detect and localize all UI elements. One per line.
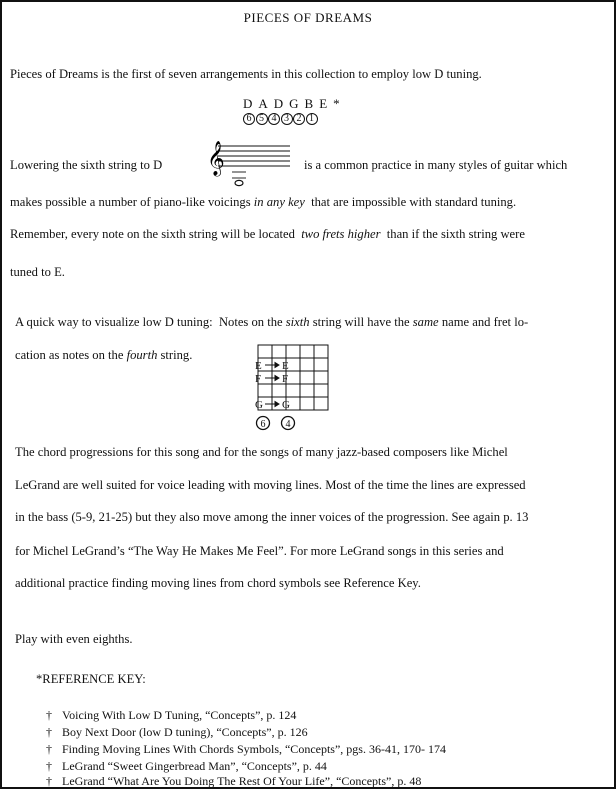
para3-line: for Michel LeGrand’s “The Way He Makes Me Feel”. For more LeGrand songs in this series and: [15, 544, 504, 558]
para1-line4: tuned to E.: [10, 265, 65, 279]
reference-heading: *REFERENCE KEY:: [36, 672, 146, 686]
dagger-icon: †: [46, 774, 52, 788]
diagram-string-number: 6: [260, 419, 266, 430]
fret-note: E: [255, 360, 262, 372]
dagger-icon: †: [46, 759, 52, 773]
treble-clef-icon: 𝄞: [207, 141, 225, 176]
page-title: PIECES OF DREAMS: [243, 10, 373, 25]
fretboard-diagram: [255, 343, 331, 433]
para2-line1: A quick way to visualize low D tuning: Notes on the sixth string will have the same name and fret lo-: [15, 315, 529, 329]
whole-note-icon: [235, 180, 243, 185]
fret-note: G: [282, 399, 290, 411]
reference-item: † Finding Moving Lines With Chords Symbols, “Concepts”, pgs. 36-41, 170- 174: [46, 742, 446, 756]
fret-note: G: [255, 399, 263, 411]
diagram-string-number: 4: [285, 419, 291, 430]
para3-line: LeGrand are well suited for voice leading with moving lines. Most of the time the lines are expressed: [15, 478, 526, 492]
para1-line2: makes possible a number of piano-like voicings in any key that are impossible with standard tuning.: [10, 195, 517, 209]
para3-line: The chord progressions for this song and for the songs of many jazz-based composers like Michel: [15, 445, 508, 459]
intro-text: Pieces of Dreams is the first of seven arrangements in this collection to employ low D tuning.: [10, 67, 482, 81]
dagger-icon: †: [46, 725, 52, 739]
para1-line1-a: Lowering the sixth string to D: [10, 158, 163, 172]
para1-line3: Remember, every note on the sixth string will be located two frets higher than if the sixth string were: [10, 227, 525, 241]
fret-note: F: [282, 373, 289, 385]
string-numbers: [243, 113, 318, 125]
para3-line: additional practice finding moving lines from chord symbols see Reference Key.: [15, 576, 421, 590]
fret-note: F: [255, 373, 262, 385]
reference-item: † LeGrand “What Are You Doing The Rest Of Your Life”, “Concepts”, p. 48: [46, 774, 422, 788]
para3-line: in the bass (5-9, 21-25) but they also move among the inner voices of the progression. See again p. 13: [15, 510, 529, 524]
fret-note: E: [282, 360, 289, 372]
string-number: 1: [306, 113, 318, 125]
string-number: 5: [256, 113, 268, 125]
string-number: 4: [268, 113, 280, 125]
play-note: Play with even eighths.: [15, 632, 133, 646]
music-staff: [204, 138, 294, 194]
string-number: 6: [243, 113, 255, 125]
reference-item: † Voicing With Low D Tuning, “Concepts”, p. 124: [46, 708, 297, 722]
dagger-icon: †: [46, 708, 52, 722]
dagger-icon: †: [46, 742, 52, 756]
string-number: 2: [293, 113, 305, 125]
para2-line2: cation as notes on the fourth string.: [15, 348, 193, 362]
reference-item: † LeGrand “Sweet Gingerbread Man”, “Concepts”, p. 44: [46, 759, 327, 773]
para1-line1-b: is a common practice in many styles of guitar which: [304, 158, 568, 172]
string-number: 3: [281, 113, 293, 125]
reference-item: † Boy Next Door (low D tuning), “Concepts”, p. 126: [46, 725, 308, 739]
tuning-letters: DADGBE*: [243, 96, 346, 111]
